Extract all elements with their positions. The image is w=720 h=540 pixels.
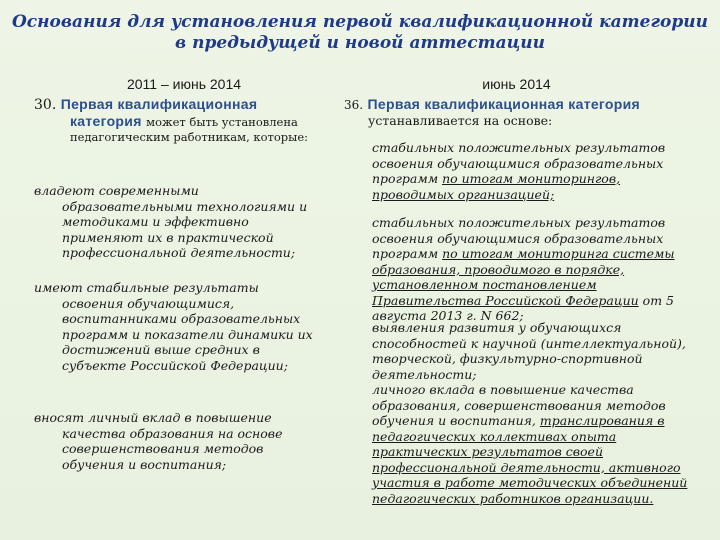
- right-item-4: [344, 382, 692, 506]
- left-heading-text: может быть установлена: [146, 115, 298, 129]
- left-clause-number: 30.: [34, 97, 57, 113]
- right-item-2: [344, 215, 692, 324]
- right-item-1-text: стабильных положительных результатов освоения обучающимися образовательных программ: [372, 140, 666, 186]
- right-clause-number: 36.: [344, 98, 364, 112]
- right-heading-sub: устанавливается на основе:: [368, 113, 553, 128]
- right-item-1: [344, 140, 692, 202]
- right-item-3: [344, 320, 692, 382]
- left-item-1-first: владеют современными: [34, 183, 199, 198]
- left-item-2-first: имеют стабильные результаты: [34, 280, 259, 295]
- left-item-2: [34, 280, 320, 373]
- right-item-2-text: стабильных положительных результатов освоения обучающимися образовательных программ: [372, 215, 666, 261]
- right-item-1-underlined: по итогам мониторингов, проводимых организацией;: [372, 171, 621, 202]
- right-column: [344, 76, 689, 129]
- left-period: 2011 – июнь 2014: [126, 76, 242, 92]
- left-column: [34, 76, 334, 144]
- left-item-1-rest: образовательными технологиями и методиками и эффективно применяют их в практической профессиональной деятельности;: [62, 198, 308, 260]
- right-category: Первая квалификационная категория: [367, 96, 640, 112]
- title-line-2: в предыдущей и новой аттестации: [175, 33, 545, 53]
- right-period: июнь 2014: [482, 76, 551, 92]
- left-heading-2: [34, 113, 334, 130]
- left-heading-sub: педагогическим работникам, которые:: [70, 130, 308, 144]
- right-item-4-text: личного вклада в повышение качества образования, совершенствования методов обучения и воспитания,: [372, 382, 666, 428]
- title-line-1: Основания для установления первой квалификационной категории: [12, 12, 708, 32]
- left-category-2: категория: [70, 113, 142, 129]
- left-item-3-first: вносят личный вклад в повышение: [34, 410, 272, 425]
- right-heading: [344, 96, 689, 129]
- left-category: Первая квалификационная: [60, 96, 258, 112]
- left-item-1: [34, 183, 332, 261]
- left-item-3: [34, 410, 318, 472]
- right-item-4-underlined: транслирования в педагогических коллективах опыта практических результатов своей профессиональной деятельности, активного участия в работе методических объединений педагогических работников организации.: [372, 413, 688, 506]
- left-heading: [34, 96, 334, 113]
- right-item-2-underlined: по итогам мониторинга системы образования, проводимого в порядке, установленном постановлением Правительства Российской Федерации: [372, 246, 675, 308]
- left-item-2-rest: освоения обучающимися, воспитанниками образовательных программ и показатели динамики их достижений выше средних в субъекте Российской Федерации;: [62, 295, 313, 373]
- right-item-2-tail: от 5 августа 2013 г. N 662;: [372, 292, 674, 323]
- left-item-3-rest: качества образования на основе совершенствования методов обучения и воспитания;: [62, 425, 283, 472]
- right-item-3-text: выявления развития у обучающихся способностей к научной (интеллектуальной), творческой, физкультурно-спортивной деятельности;: [372, 320, 686, 382]
- page-title: [0, 12, 720, 54]
